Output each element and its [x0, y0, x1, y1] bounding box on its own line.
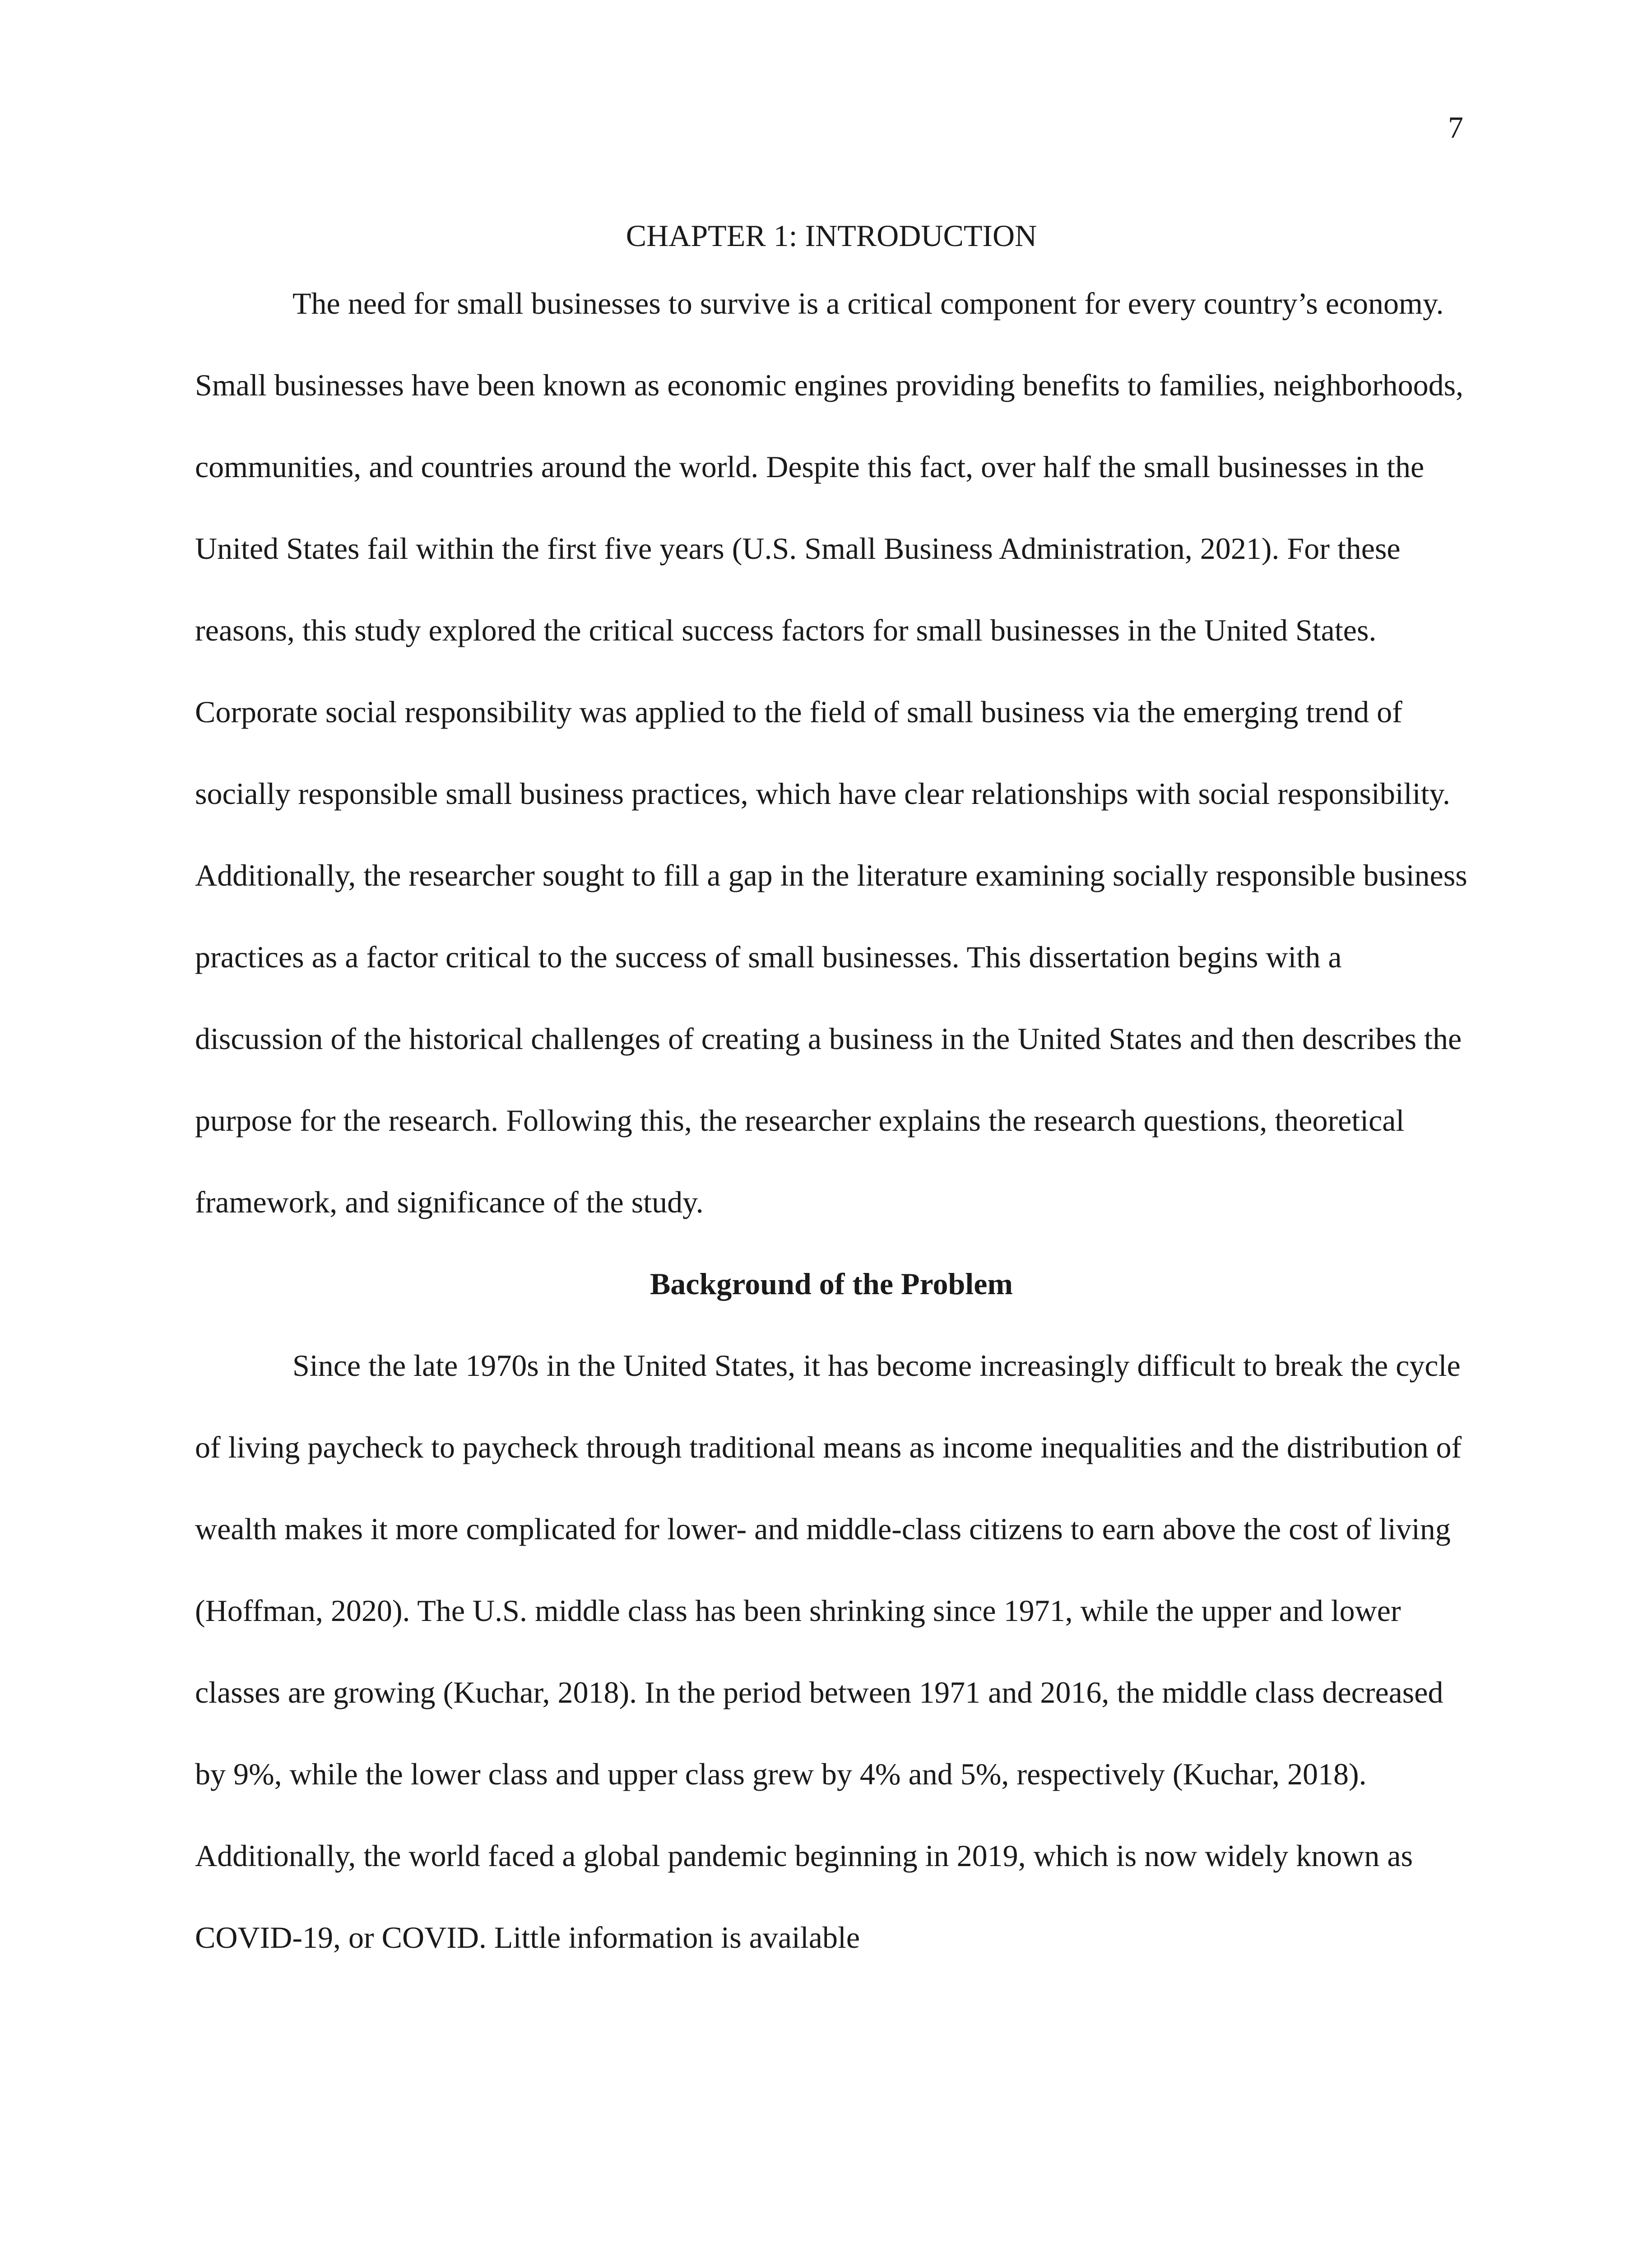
background-paragraph: Since the late 1970s in the United States, it has become increasingly difficult to break the cycle of living paycheck to paycheck through traditional means as income inequalities and the distribution of wealth makes it more complicated for lower- and middle-class citizens to earn above the cost of living (Hoffman, 2020). The U.S. middle class has been shrinking since 1971, while the upper and lower classes are growing (Kuchar, 2018). In the period between 1971 and 2016, the middle class decreased by 9%, while the lower class and upper class grew by 4% and 5%, respectively (Kuchar, 2018). Additionally, the world faced a global pandemic beginning in 2019, which is now widely known as COVID-19, or COVID. Little information is available — [195, 1348, 1462, 1955]
chapter-title: CHAPTER 1: INTRODUCTION — [626, 218, 1037, 253]
page-content — [195, 209, 1468, 1978]
intro-paragraph: The need for small businesses to survive is a critical component for every country’s economy. Small businesses have been known as economic engines providing benefits to families, neighborhoods, communities, and countries around the world. Despite this fact, over half the small businesses in the United States fail within the first five years (U.S. Small Business Administration, 2021). For these reasons, this study explored the critical success factors for small businesses in the United States. Corporate social responsibility was applied to the field of small business via the emerging trend of socially responsible small business practices, which have clear relationships with social responsibility. Additionally, the researcher sought to fill a gap in the literature examining socially responsible business practices as a factor critical to the success of small businesses. This dissertation begins with a discussion of the historical challenges of creating a business in the United States and then describes the purpose for the research. Following this, the researcher explains the research questions, theoretical framework, and significance of the study. — [195, 286, 1467, 1219]
section-heading: Background of the Problem — [650, 1267, 1013, 1301]
page-number: 7 — [1448, 110, 1463, 144]
